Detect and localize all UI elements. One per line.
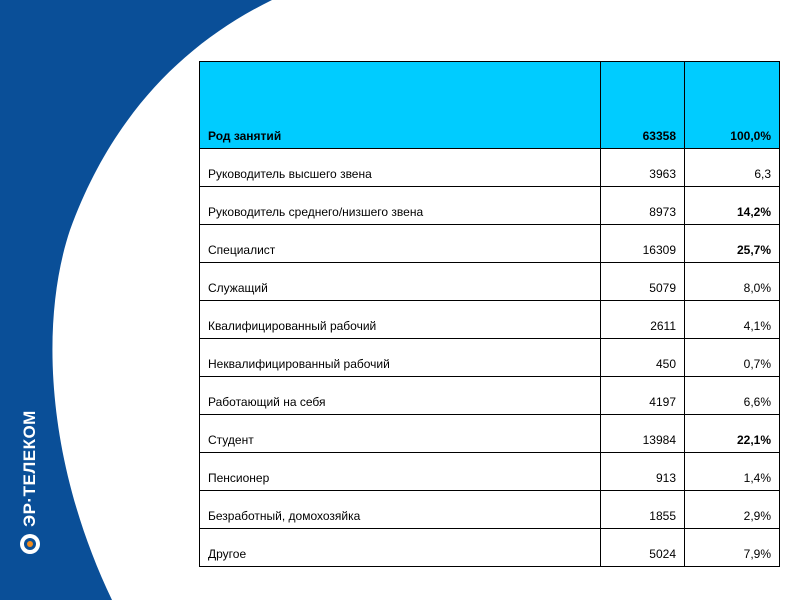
occupation-count: 5024 [601, 529, 685, 567]
occupation-label: Специалист [200, 225, 601, 263]
occupation-label: Студент [200, 415, 601, 453]
header-total-count: 63358 [601, 62, 685, 149]
occupation-count: 8973 [601, 187, 685, 225]
table-row [200, 225, 780, 263]
table-row [200, 149, 780, 187]
occupation-percent: 25,7% [685, 225, 780, 263]
occupation-count: 3963 [601, 149, 685, 187]
table-row [200, 453, 780, 491]
occupation-percent: 2,9% [685, 491, 780, 529]
occupation-table [199, 61, 780, 567]
occupation-percent: 1,4% [685, 453, 780, 491]
occupation-label: Служащий [200, 263, 601, 301]
occupation-count: 2611 [601, 301, 685, 339]
occupation-count: 1855 [601, 491, 685, 529]
occupation-label: Квалифицированный рабочий [200, 301, 601, 339]
occupation-label: Неквалифицированный рабочий [200, 339, 601, 377]
occupation-percent: 6,6% [685, 377, 780, 415]
table-header-row [200, 62, 780, 149]
occupation-label: Безработный, домохозяйка [200, 491, 601, 529]
occupation-percent: 0,7% [685, 339, 780, 377]
occupation-count: 13984 [601, 415, 685, 453]
occupation-percent: 22,1% [685, 415, 780, 453]
header-total-percent: 100,0% [685, 62, 780, 149]
table-row [200, 529, 780, 567]
table-row [200, 377, 780, 415]
brand-name: ЭР·ТЕЛЕКОМ [20, 410, 39, 527]
occupation-percent: 6,3 [685, 149, 780, 187]
table-row [200, 187, 780, 225]
table-row [200, 415, 780, 453]
occupation-label: Другое [200, 529, 601, 567]
occupation-count: 16309 [601, 225, 685, 263]
occupation-percent: 4,1% [685, 301, 780, 339]
table-row [200, 301, 780, 339]
table-row [200, 263, 780, 301]
occupation-label: Руководитель высшего звена [200, 149, 601, 187]
occupation-count: 450 [601, 339, 685, 377]
occupation-count: 4197 [601, 377, 685, 415]
occupation-count: 913 [601, 453, 685, 491]
brand-logo [18, 355, 42, 555]
er-telecom-logo-icon [19, 533, 41, 555]
occupation-percent: 14,2% [685, 187, 780, 225]
occupation-percent: 8,0% [685, 263, 780, 301]
occupation-label: Руководитель среднего/низшего звена [200, 187, 601, 225]
occupation-percent: 7,9% [685, 529, 780, 567]
table-row [200, 491, 780, 529]
occupation-count: 5079 [601, 263, 685, 301]
table-row [200, 339, 780, 377]
header-occupation-label: Род занятий [200, 62, 601, 149]
occupation-label: Работающий на себя [200, 377, 601, 415]
occupation-label: Пенсионер [200, 453, 601, 491]
